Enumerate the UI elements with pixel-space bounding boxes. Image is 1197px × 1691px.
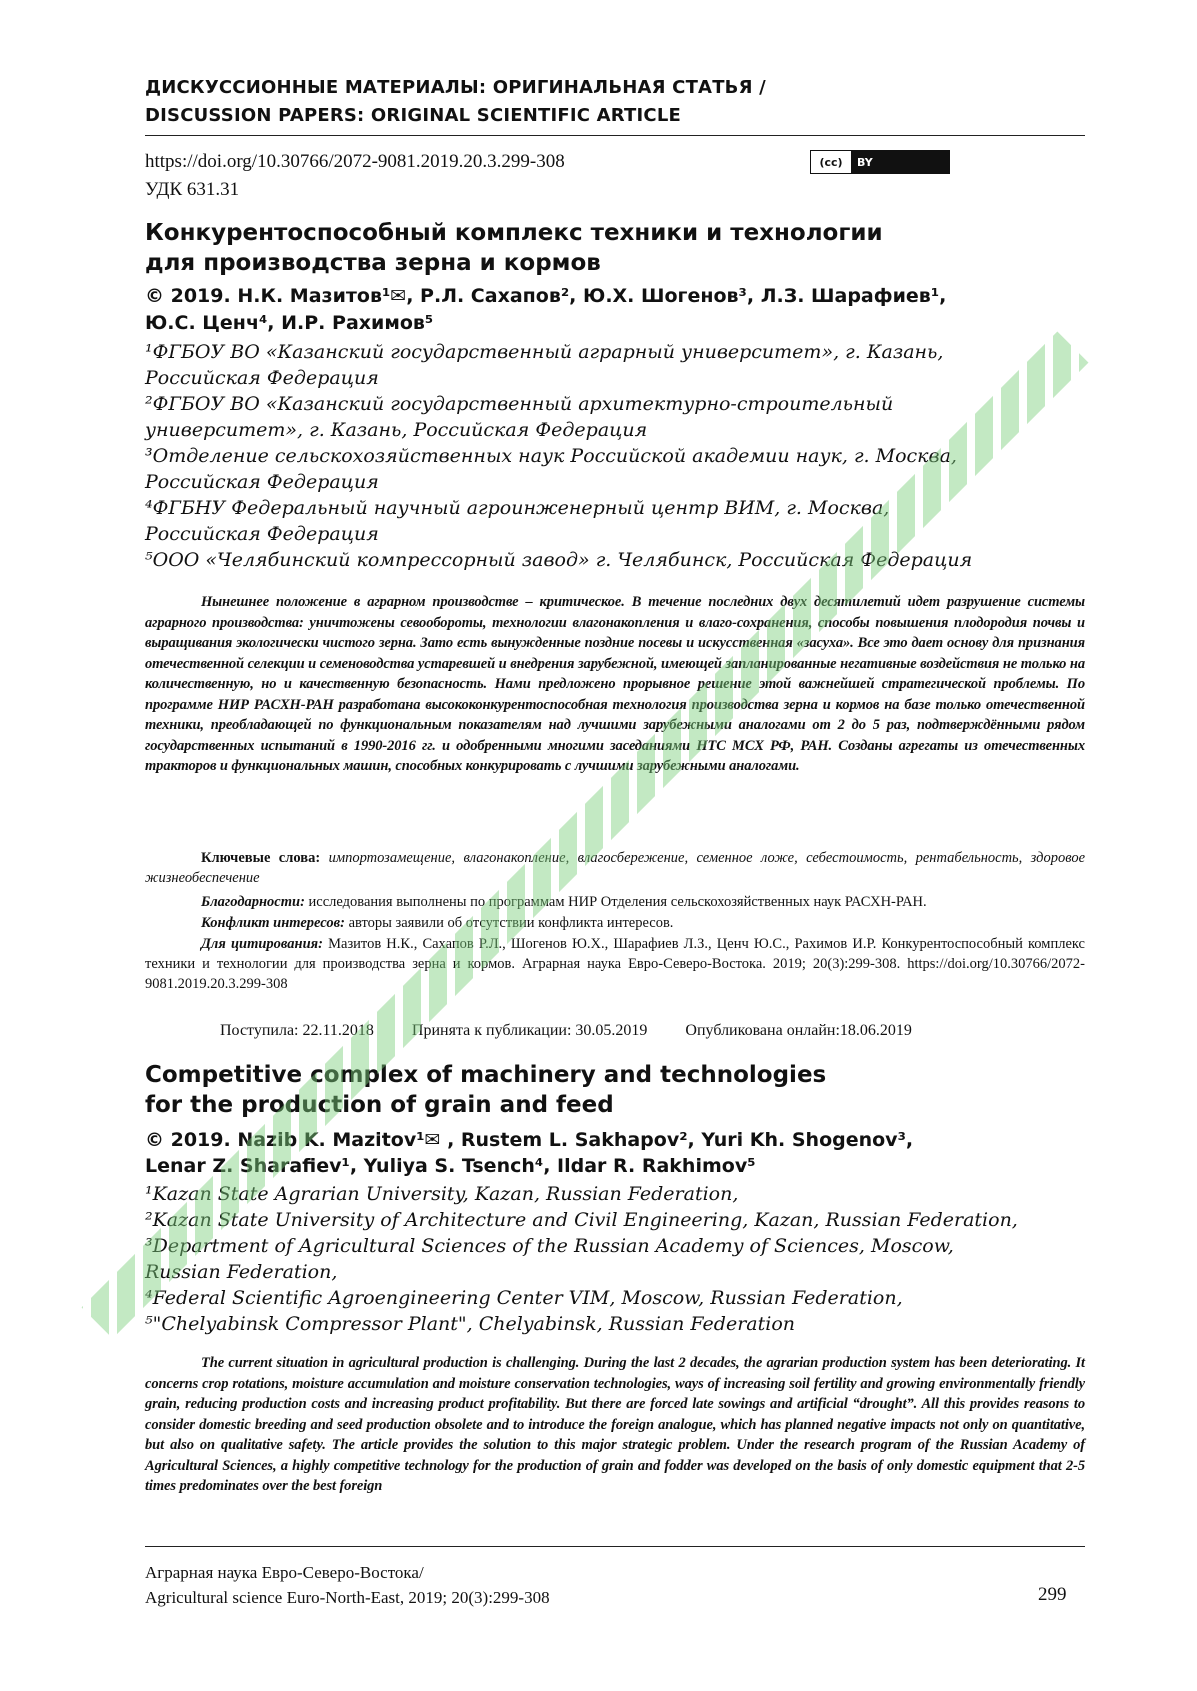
affiliation-line: Российская Федерация xyxy=(145,367,379,389)
by-icon: BY xyxy=(851,151,949,173)
affiliation-line: ⁵ООО «Челябинский компрессорный завод» г. Челябинск, Российская Федерация xyxy=(145,549,973,571)
section-heading-ru: ДИСКУССИОННЫЕ МАТЕРИАЛЫ: ОРИГИНАЛЬНАЯ СТАТЬЯ / xyxy=(145,77,766,98)
authors-en-line: © 2019. Nazib K. Mazitov¹✉ , Rustem L. Sakhapov², Yuri Kh. Shogenov³, xyxy=(145,1129,914,1151)
section-heading-en: DISCUSSION PAPERS: ORIGINAL SCIENTIFIC ARTICLE xyxy=(145,105,681,126)
footer-divider xyxy=(145,1546,1085,1547)
affiliations-ru xyxy=(145,339,1095,573)
citation-ru xyxy=(145,934,1085,994)
accepted-date: Принята к публикации: 30.05.2019 xyxy=(411,1022,648,1039)
authors-ru-line: Ю.С. Ценч⁴, И.Р. Рахимов⁵ xyxy=(145,312,434,334)
title-en-line: for the production of grain and feed xyxy=(145,1092,614,1118)
journal-name-ru: Аграрная наука Евро-Северо-Востока/ xyxy=(145,1563,424,1582)
cc-icon: (cc) xyxy=(811,151,851,173)
udk-code: УДК 631.31 xyxy=(145,179,240,200)
keywords-text: импортозамещение, влагонакопление, влагосбережение, семенное ложе, себестоимость, рентабельность, здоровое жизнеобеспечение xyxy=(145,850,1086,886)
affiliation-line: ²Kazan State University of Architecture and Civil Engineering, Kazan, Russian Federation, xyxy=(145,1209,1018,1231)
article-title-ru xyxy=(145,218,1085,278)
affiliation-line: ²ФГБОУ ВО «Казанский государственный архитектурно-строительный xyxy=(145,393,894,415)
affiliation-line: ⁵"Chelyabinsk Compressor Plant", Chelyabinsk, Russian Federation xyxy=(145,1313,796,1335)
affiliation-line: Российская Федерация xyxy=(145,471,379,493)
affiliation-line: ⁴Federal Scientific Agroengineering Center VIM, Moscow, Russian Federation, xyxy=(145,1287,903,1309)
affiliation-line: ⁴ФГБНУ Федеральный научный агроинженерный центр ВИМ, г. Москва, xyxy=(145,497,890,519)
citation-text: Мазитов Н.К., Сахапов Р.Л., Шогенов Ю.Х., Шарафиев Л.З., Ценч Ю.С., Рахимов И.Р. Конкурентоспособный комплекс техники и технологии для производства зерна и кормов. Аграрная наука Евро-Северо-Востока. 2019; 20(3):299-308. https://doi.org/10.30766/2072-9081.2019.20.3.299-308 xyxy=(145,936,1085,992)
abstract-ru-text: Нынешнее положение в аграрном производстве – критическое. В течение последних двух десятилетий идет разрушение системы аграрного производства: уничтожены севообороты, технологии влагонакопления и влаго-сохранения, способы повышения плодородия почвы и выращивания экологически чистого зерна. Зато есть вынужденные поздние посевы и искусственная «засуха». Все это дает основу для признания отечественной селекции и семеноводства устаревшей и внедрения зарубежной, имеющей запланированные негативные воздействия не только на количественную, но и качественную безопасность. Нами предложено прорывное решение этой важнейшей стратегической проблемы. По программе НИР РАСХН-РАН разработана высококонкурентоспособная технология производства зерна и кормов на базе только отечественной техники, преобладающей по функциональным показателям над лучшими зарубежными аналогами от 2 до 5 раз, подтверждёнными рядом государственных испытаний в 1990-2016 гг. и одобренными многими заседаниями НТС МСХ РФ, РАН. Созданы агрегаты из отечественных тракторов и функциональных машин, способных конкурировать с лучшими зарубежными аналогами. xyxy=(145,594,1085,774)
title-ru-line: для производства зерна и кормов xyxy=(145,250,601,276)
conflict-text: авторы заявили об отсутствии конфликта интересов. xyxy=(348,915,674,931)
title-en-line: Competitive complex of machinery and technologies xyxy=(145,1062,827,1088)
acknowledgements-ru xyxy=(145,892,1085,912)
affiliation-line: ³Department of Agricultural Sciences of the Russian Academy of Sciences, Moscow, xyxy=(145,1235,954,1257)
acknowledgements-text: исследования выполнены по программам НИР Отделения сельскохозяйственных наук РАСХН-РАН. xyxy=(308,894,927,910)
authors-ru xyxy=(145,283,1085,337)
citation-label: Для цитирования: xyxy=(201,936,323,952)
conflict-of-interest-ru xyxy=(145,913,1085,933)
authors-ru-line: © 2019. Н.К. Мазитов¹✉, Р.Л. Сахапов², Ю.Х. Шогенов³, Л.З. Шарафиев¹, xyxy=(145,285,947,307)
affiliation-line: ¹ФГБОУ ВО «Казанский государственный аграрный университет», г. Казань, xyxy=(145,341,944,363)
abstract-en xyxy=(145,1353,1085,1497)
authors-en xyxy=(145,1127,1085,1179)
affiliations-en xyxy=(145,1181,1095,1337)
abstract-en-text: The current situation in agricultural production is challenging. During the last 2 decades, the agrarian production system has been deteriorating. It concerns crop rotations, moisture accumulation and moisture conservation technologies, ways of increasing soil fertility and growing environmentally friendly grain, reducing production costs and increasing product profitability. But there are forced late sowings and artificial “drought”. All this provides reasons to consider domestic breeding and seed production obsolete and to introduce the foreign analogue, which has planned negative impacts not only on quantitative, but also on qualitative safety. The article provides the solution to this major strategic problem. Under the research program of the Russian Academy of Agricultural Sciences, a highly competitive technology for the production of grain and fodder was developed on the basis of only domestic equipment that 2-5 times predominates over the best foreign xyxy=(145,1355,1085,1494)
doi-link[interactable]: https://doi.org/10.30766/2072-9081.2019.20.3.299-308 xyxy=(145,151,565,172)
acknowledgements-label: Благодарности: xyxy=(201,894,305,910)
abstract-ru xyxy=(145,592,1085,777)
section-heading xyxy=(145,74,1085,130)
affiliation-line: ¹Kazan State Agrarian University, Kazan, Russian Federation, xyxy=(145,1183,739,1205)
authors-en-line: Lenar Z. Sharafiev¹, Yuliya S. Tsench⁴, Ildar R. Rakhimov⁵ xyxy=(145,1155,756,1177)
affiliation-line: университет», г. Казань, Российская Федерация xyxy=(145,419,648,441)
title-ru-line: Конкурентоспособный комплекс техники и технологии xyxy=(145,220,883,246)
keywords-label: Ключевые слова: xyxy=(201,850,321,866)
affiliation-line: ³Отделение сельскохозяйственных наук Российской академии наук, г. Москва, xyxy=(145,445,957,467)
header-divider xyxy=(145,135,1085,136)
footer-journal xyxy=(145,1560,550,1610)
publication-dates xyxy=(220,1020,1040,1042)
cc-by-license-badge[interactable] xyxy=(810,150,950,174)
affiliation-line: Российская Федерация xyxy=(145,523,379,545)
published-date: Опубликована онлайн:18.06.2019 xyxy=(685,1022,912,1039)
page-number: 299 xyxy=(1038,1584,1067,1605)
article-title-en xyxy=(145,1060,1085,1120)
received-date: Поступила: 22.11.2018 xyxy=(220,1022,374,1039)
journal-name-en: Agricultural science Euro-North-East, 2019; 20(3):299-308 xyxy=(145,1588,550,1607)
affiliation-line: Russian Federation, xyxy=(145,1261,338,1283)
keywords-ru xyxy=(145,848,1085,888)
conflict-label: Конфликт интересов: xyxy=(201,915,345,931)
